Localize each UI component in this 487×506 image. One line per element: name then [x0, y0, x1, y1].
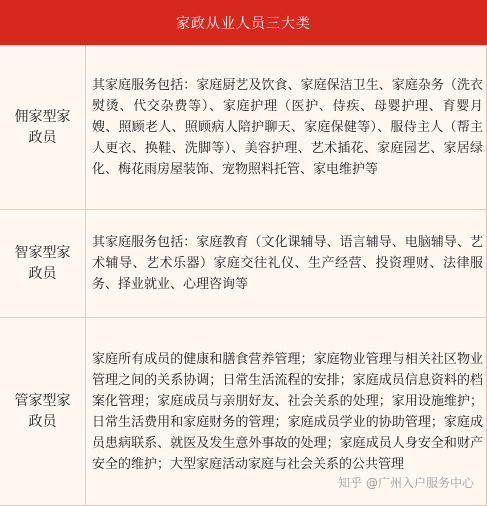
description-cell	[92, 210, 483, 317]
category-cell	[0, 46, 86, 209]
category-label: 智家型家政员	[14, 244, 71, 282]
description-text: 其家庭服务包括：家庭教育（文化课辅导、语言辅导、电脑辅导、艺术辅导、艺术乐器）家庭交往礼仪、生产经营、投资理财、法律服务、择业就业、心理咨询等	[92, 235, 483, 292]
description-text: 其家庭服务包括：家庭厨艺及饮食、家庭保洁卫生、家庭杂务（洗衣熨烫、代交杂费等）、家庭护理（医护、侍疾、母婴护理、育婴月嫂、照顾老人、照顾病人陪护聊天、家庭保健等）、服侍主人（帮主人更衣、换鞋、洗脚等）、美容护理、艺术插花、家庭园艺、家居绿化、梅花雨房屋装饰、宠物照料托管、家电维护等	[92, 78, 483, 177]
category-label: 佣家型家政员	[14, 108, 71, 146]
description-cell	[92, 46, 483, 209]
table-row	[0, 45, 487, 209]
description-text: 家庭所有成员的健康和膳食营养管理；家庭物业管理与相关社区物业管理之间的关系协调；日常生活流程的安排；家庭成员信息资料的档案化管理；家庭成员与亲朋好友、社会关系的处理；家用设施维护；日常生活费用和家庭财务的管理；家庭成员学业的协助管理；家庭成员患病联系、就医及发生意外事故的处理；家庭成员人身安全和财产安全的维护；大型家庭活动家庭与社会关系的公共管理	[92, 352, 483, 472]
category-label: 管家型家政员	[14, 393, 71, 430]
watermark-text: 知乎 @广州入户服务中心	[338, 476, 474, 490]
table-header	[0, 0, 487, 45]
category-cell	[0, 318, 86, 506]
watermark	[338, 474, 474, 491]
table-title: 家政从业人员三大类	[176, 15, 311, 32]
table-row	[0, 209, 487, 317]
category-cell	[0, 210, 86, 317]
